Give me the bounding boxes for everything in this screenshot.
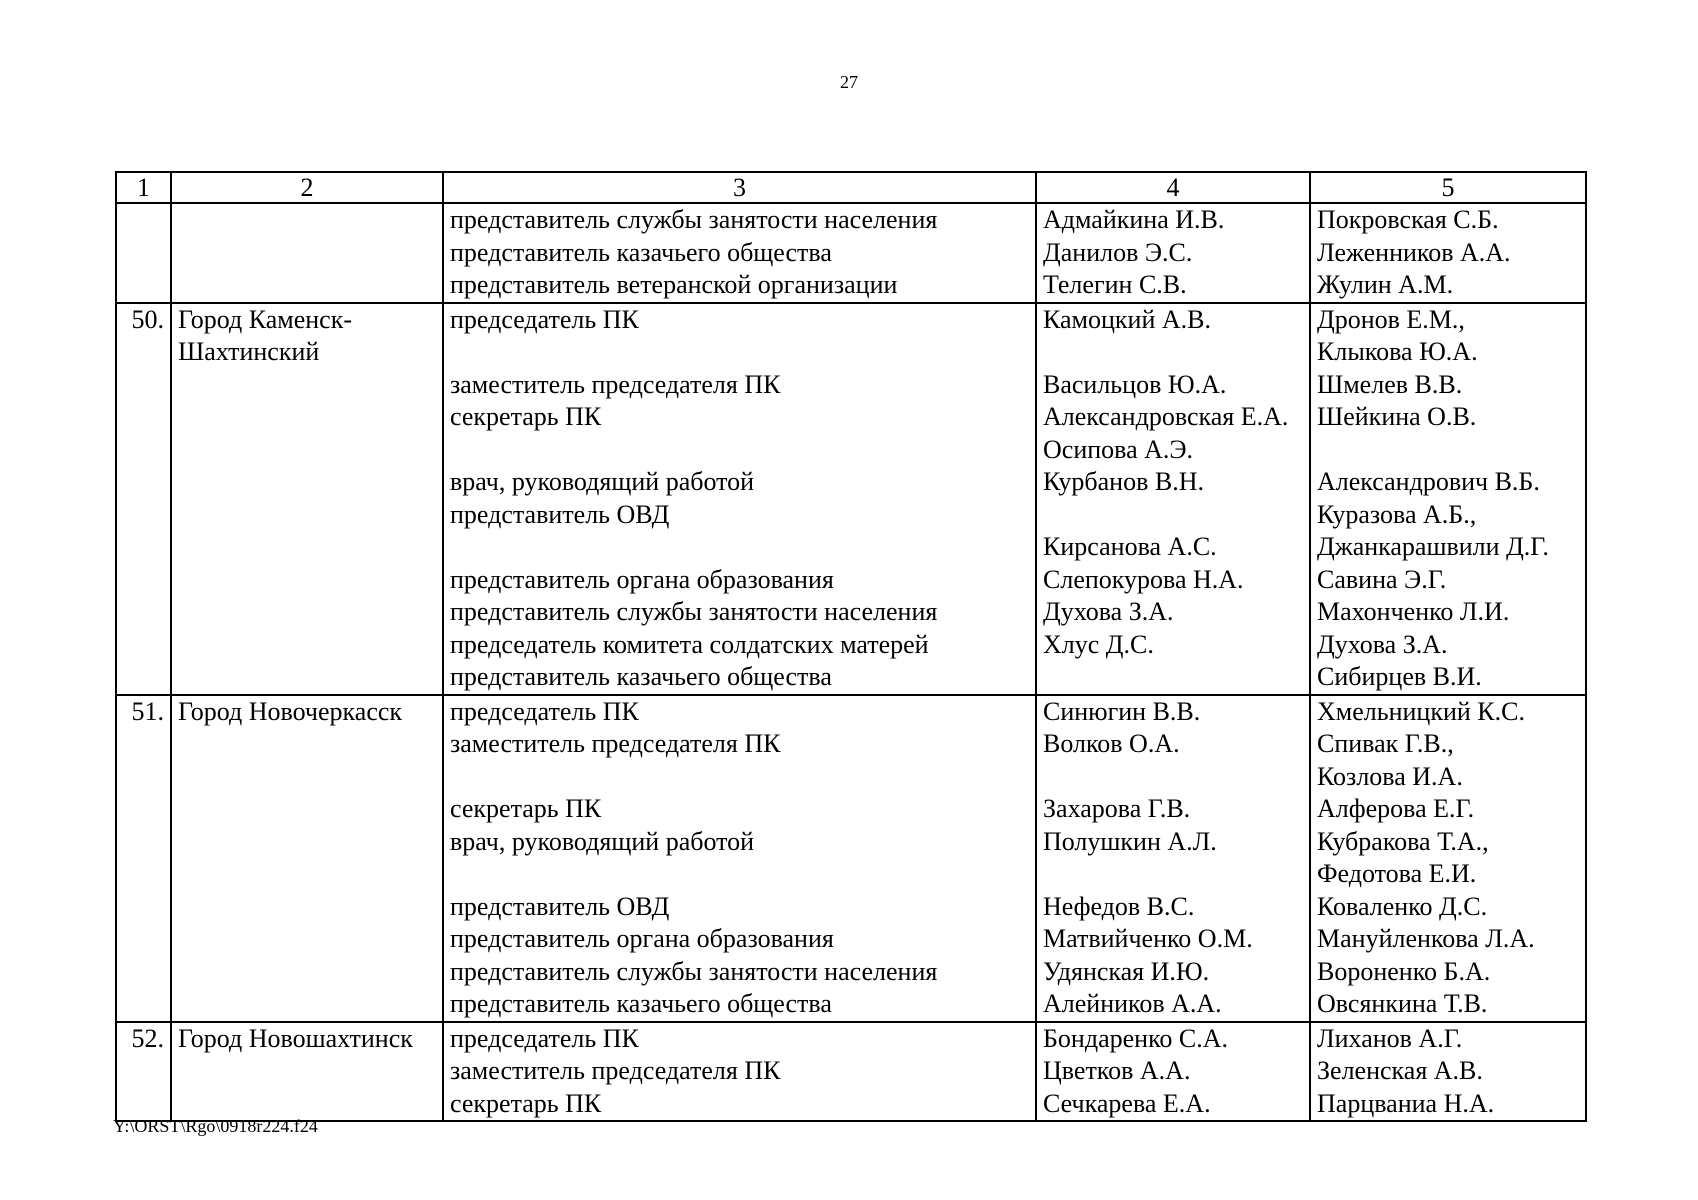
city-name: Город Новошахтинск	[178, 1023, 413, 1053]
role-line: представитель органа образования	[450, 924, 834, 953]
member-name: Слепокурова Н.А.	[1043, 564, 1244, 594]
role-line: представитель службы занятости населения	[450, 956, 938, 986]
role-line	[450, 761, 1029, 794]
member-name: Хлус Д.С.	[1043, 629, 1154, 659]
reserve-name: Зеленская А.В.	[1317, 1056, 1483, 1085]
role-line: представитель казачьего общества	[450, 989, 832, 1018]
row-number	[119, 204, 164, 237]
cell-col-4	[1036, 303, 1310, 695]
role-line: председатель комитета солдатских матерей	[450, 629, 929, 659]
role-line	[450, 858, 1029, 891]
role-line: председатель ПК	[450, 304, 639, 334]
member-name: Нефедов В.С.	[1043, 891, 1195, 921]
cell-col-2	[171, 203, 443, 303]
cell-col-3	[443, 303, 1036, 695]
member-name: Волков О.А.	[1043, 729, 1180, 758]
member-name: Бондаренко С.А.	[1043, 1023, 1228, 1053]
city-name: Город Новочеркасск	[178, 696, 403, 726]
role-line: председатель ПК	[450, 696, 639, 726]
member-name: Адмайкина И.В.	[1043, 205, 1225, 234]
reserve-name: Покровская С.Б.	[1317, 205, 1499, 234]
reserve-name: Козлова И.А.	[1317, 761, 1463, 791]
reserve-name: Коваленко Д.С.	[1317, 891, 1488, 921]
commission-table	[115, 171, 1587, 1122]
reserve-name: Овсянкина Т.В.	[1317, 989, 1488, 1018]
column-header: 5	[1310, 172, 1586, 203]
role-line: представитель ветеранской организации	[450, 270, 898, 299]
role-line: представитель ОВД	[450, 891, 670, 921]
row-number: 51.	[131, 696, 164, 726]
cell-col-3	[443, 1022, 1036, 1122]
cell-col-5	[1310, 1022, 1586, 1122]
cell-col-4	[1036, 695, 1310, 1022]
footer-file-path: Y:\ORST\Rgo\0918r224.f24	[113, 1116, 318, 1136]
cell-col-5	[1310, 695, 1586, 1022]
cell-col-3	[443, 203, 1036, 303]
role-line: врач, руководящий работой	[450, 826, 755, 856]
cell-col-1	[116, 203, 171, 303]
reserve-name: Федотова Е.И.	[1317, 859, 1477, 888]
member-name: Кирсанова А.С.	[1043, 532, 1217, 561]
member-name: Удянская И.Ю.	[1043, 956, 1210, 986]
column-header: 3	[443, 172, 1036, 203]
role-line	[450, 336, 1029, 369]
member-name: Камоцкий А.В.	[1043, 304, 1211, 334]
reserve-name: Духова З.А.	[1317, 629, 1448, 659]
table-row	[116, 303, 1586, 695]
member-name: Полушкин А.Л.	[1043, 826, 1217, 856]
member-name: Данилов Э.С.	[1043, 237, 1193, 267]
reserve-name: Джанкарашвили Д.Г.	[1317, 532, 1549, 561]
role-line: секретарь ПК	[450, 794, 602, 823]
page-number: 27	[840, 72, 858, 92]
reserve-name: Мануйленкова Л.А.	[1317, 924, 1535, 953]
member-name: Васильцов Ю.А.	[1043, 369, 1227, 399]
city-name	[178, 204, 436, 237]
member-name	[1043, 858, 1303, 891]
reserve-name: Александрович В.Б.	[1317, 467, 1540, 496]
city-name: Город Каменск-	[178, 304, 353, 334]
reserve-name: Спивак Г.В.,	[1317, 729, 1454, 758]
reserve-name: Махонченко Л.И.	[1317, 597, 1510, 626]
cell-col-1	[116, 303, 171, 695]
reserve-name: Клыкова Ю.А.	[1317, 337, 1478, 366]
cell-col-2	[171, 303, 443, 695]
member-name: Курбанов В.Н.	[1043, 467, 1204, 496]
member-name: Осипова А.Э.	[1043, 434, 1194, 464]
cell-col-2	[171, 1022, 443, 1122]
role-line: врач, руководящий работой	[450, 467, 755, 496]
role-line: представитель казачьего общества	[450, 662, 832, 691]
role-line: заместитель председателя ПК	[450, 729, 781, 758]
member-name: Александровская Е.А.	[1043, 402, 1289, 431]
role-line: представитель службы занятости населения	[450, 205, 938, 234]
reserve-name: Алферова Е.Г.	[1317, 794, 1475, 823]
reserve-name: Вороненко Б.А.	[1317, 956, 1491, 986]
role-line: представитель службы занятости населения	[450, 597, 938, 626]
cell-col-5	[1310, 303, 1586, 695]
member-name	[1043, 661, 1303, 694]
reserve-name: Хмельницкий К.С.	[1317, 696, 1525, 726]
member-name	[1043, 336, 1303, 369]
reserve-name: Кубракова Т.А.,	[1317, 826, 1489, 856]
reserve-name: Лиханов А.Г.	[1317, 1023, 1463, 1053]
table-body	[116, 203, 1586, 1121]
table-header-row	[116, 172, 1586, 203]
member-name	[1043, 761, 1303, 794]
row-number: 50.	[131, 304, 164, 334]
cell-col-1	[116, 1022, 171, 1122]
reserve-name: Савина Э.Г.	[1317, 564, 1447, 594]
cell-col-4	[1036, 203, 1310, 303]
reserve-name: Леженников А.А.	[1317, 237, 1511, 267]
role-line: представитель казачьего общества	[450, 237, 832, 267]
cell-col-3	[443, 695, 1036, 1022]
table-row	[116, 203, 1586, 303]
reserve-name: Шейкина О.В.	[1317, 402, 1477, 431]
role-line: представитель органа образования	[450, 564, 834, 594]
reserve-name: Жулин А.М.	[1317, 270, 1454, 299]
role-line: секретарь ПК	[450, 1088, 602, 1118]
role-line: заместитель председателя ПК	[450, 1056, 781, 1085]
role-line: секретарь ПК	[450, 402, 602, 431]
role-line: представитель ОВД	[450, 499, 670, 529]
table-row	[116, 1022, 1586, 1122]
role-line: заместитель председателя ПК	[450, 369, 781, 399]
role-line	[450, 531, 1029, 564]
member-name: Духова З.А.	[1043, 597, 1174, 626]
member-name: Синюгин В.В.	[1043, 696, 1201, 726]
role-line	[450, 434, 1029, 467]
member-name: Захарова Г.В.	[1043, 794, 1191, 823]
column-header: 2	[171, 172, 443, 203]
member-name	[1043, 499, 1303, 532]
city-name: Шахтинский	[178, 337, 320, 366]
member-name: Телегин С.В.	[1043, 270, 1187, 299]
table-row	[116, 695, 1586, 1022]
member-name: Алейников А.А.	[1043, 989, 1222, 1018]
reserve-name: Сибирцев В.И.	[1317, 662, 1482, 691]
member-name: Матвийченко О.М.	[1043, 924, 1253, 953]
member-name: Сечкарева Е.А.	[1043, 1088, 1211, 1118]
member-name: Цветков А.А.	[1043, 1056, 1191, 1085]
cell-col-2	[171, 695, 443, 1022]
reserve-name: Парцваниа Н.А.	[1317, 1088, 1495, 1118]
column-header: 1	[116, 172, 171, 203]
reserve-name: Шмелев В.В.	[1317, 369, 1463, 399]
cell-col-1	[116, 695, 171, 1022]
role-line: председатель ПК	[450, 1023, 639, 1053]
reserve-name: Куразова А.Б.,	[1317, 499, 1477, 529]
cell-col-5	[1310, 203, 1586, 303]
reserve-name	[1317, 434, 1579, 467]
row-number: 52.	[131, 1023, 164, 1053]
cell-col-4	[1036, 1022, 1310, 1122]
reserve-name: Дронов Е.М.,	[1317, 304, 1465, 334]
column-header: 4	[1036, 172, 1310, 203]
